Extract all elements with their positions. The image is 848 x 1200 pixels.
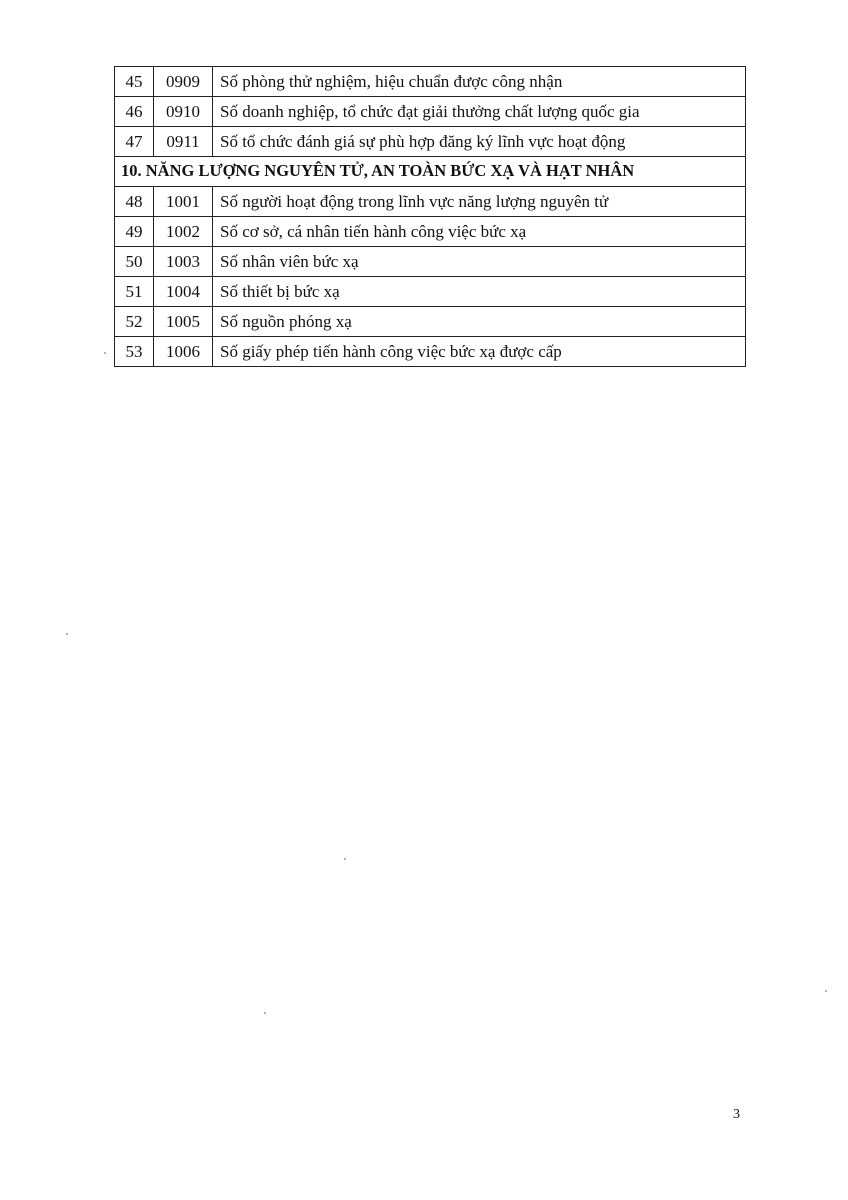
row-number: 50 [115,247,154,277]
table-row [115,247,746,277]
indicator-name: Số doanh nghiệp, tổ chức đạt giải thưởng chất lượng quốc gia [213,97,746,127]
row-number: 52 [115,307,154,337]
scan-speck [104,352,106,354]
indicator-code: 1003 [154,247,213,277]
table-row [115,307,746,337]
row-number: 48 [115,187,154,217]
table-row [115,217,746,247]
indicator-name: Số người hoạt động trong lĩnh vực năng lượng nguyên tử [213,187,746,217]
indicator-name: Số tổ chức đánh giá sự phù hợp đăng ký lĩnh vực hoạt động [213,127,746,157]
indicator-name: Số nguồn phóng xạ [213,307,746,337]
indicator-code: 1001 [154,187,213,217]
indicator-table [114,66,746,367]
section-heading: 10. NĂNG LƯỢNG NGUYÊN TỬ, AN TOÀN BỨC XẠ VÀ HẠT NHÂN [115,157,746,187]
row-number: 49 [115,217,154,247]
indicator-code: 1005 [154,307,213,337]
indicator-code: 0910 [154,97,213,127]
row-number: 46 [115,97,154,127]
table-row [115,187,746,217]
scan-speck [344,858,346,860]
indicator-code: 1002 [154,217,213,247]
table-row [115,67,746,97]
row-number: 51 [115,277,154,307]
page-number: 3 [733,1107,740,1122]
scan-speck [264,1012,266,1014]
indicator-code: 0909 [154,67,213,97]
row-number: 47 [115,127,154,157]
table-row [115,337,746,367]
indicator-name: Số giấy phép tiến hành công việc bức xạ được cấp [213,337,746,367]
indicator-name: Số cơ sở, cá nhân tiến hành công việc bức xạ [213,217,746,247]
table-row [115,127,746,157]
section-header-row [115,157,746,187]
indicator-name: Số nhân viên bức xạ [213,247,746,277]
row-number: 53 [115,337,154,367]
row-number: 45 [115,67,154,97]
indicator-name: Số phòng thử nghiệm, hiệu chuẩn được công nhận [213,67,746,97]
indicator-code: 1006 [154,337,213,367]
indicator-code: 0911 [154,127,213,157]
indicator-name: Số thiết bị bức xạ [213,277,746,307]
indicator-code: 1004 [154,277,213,307]
scan-speck [825,990,827,992]
table-row [115,97,746,127]
table-row [115,277,746,307]
scan-speck [66,633,68,635]
